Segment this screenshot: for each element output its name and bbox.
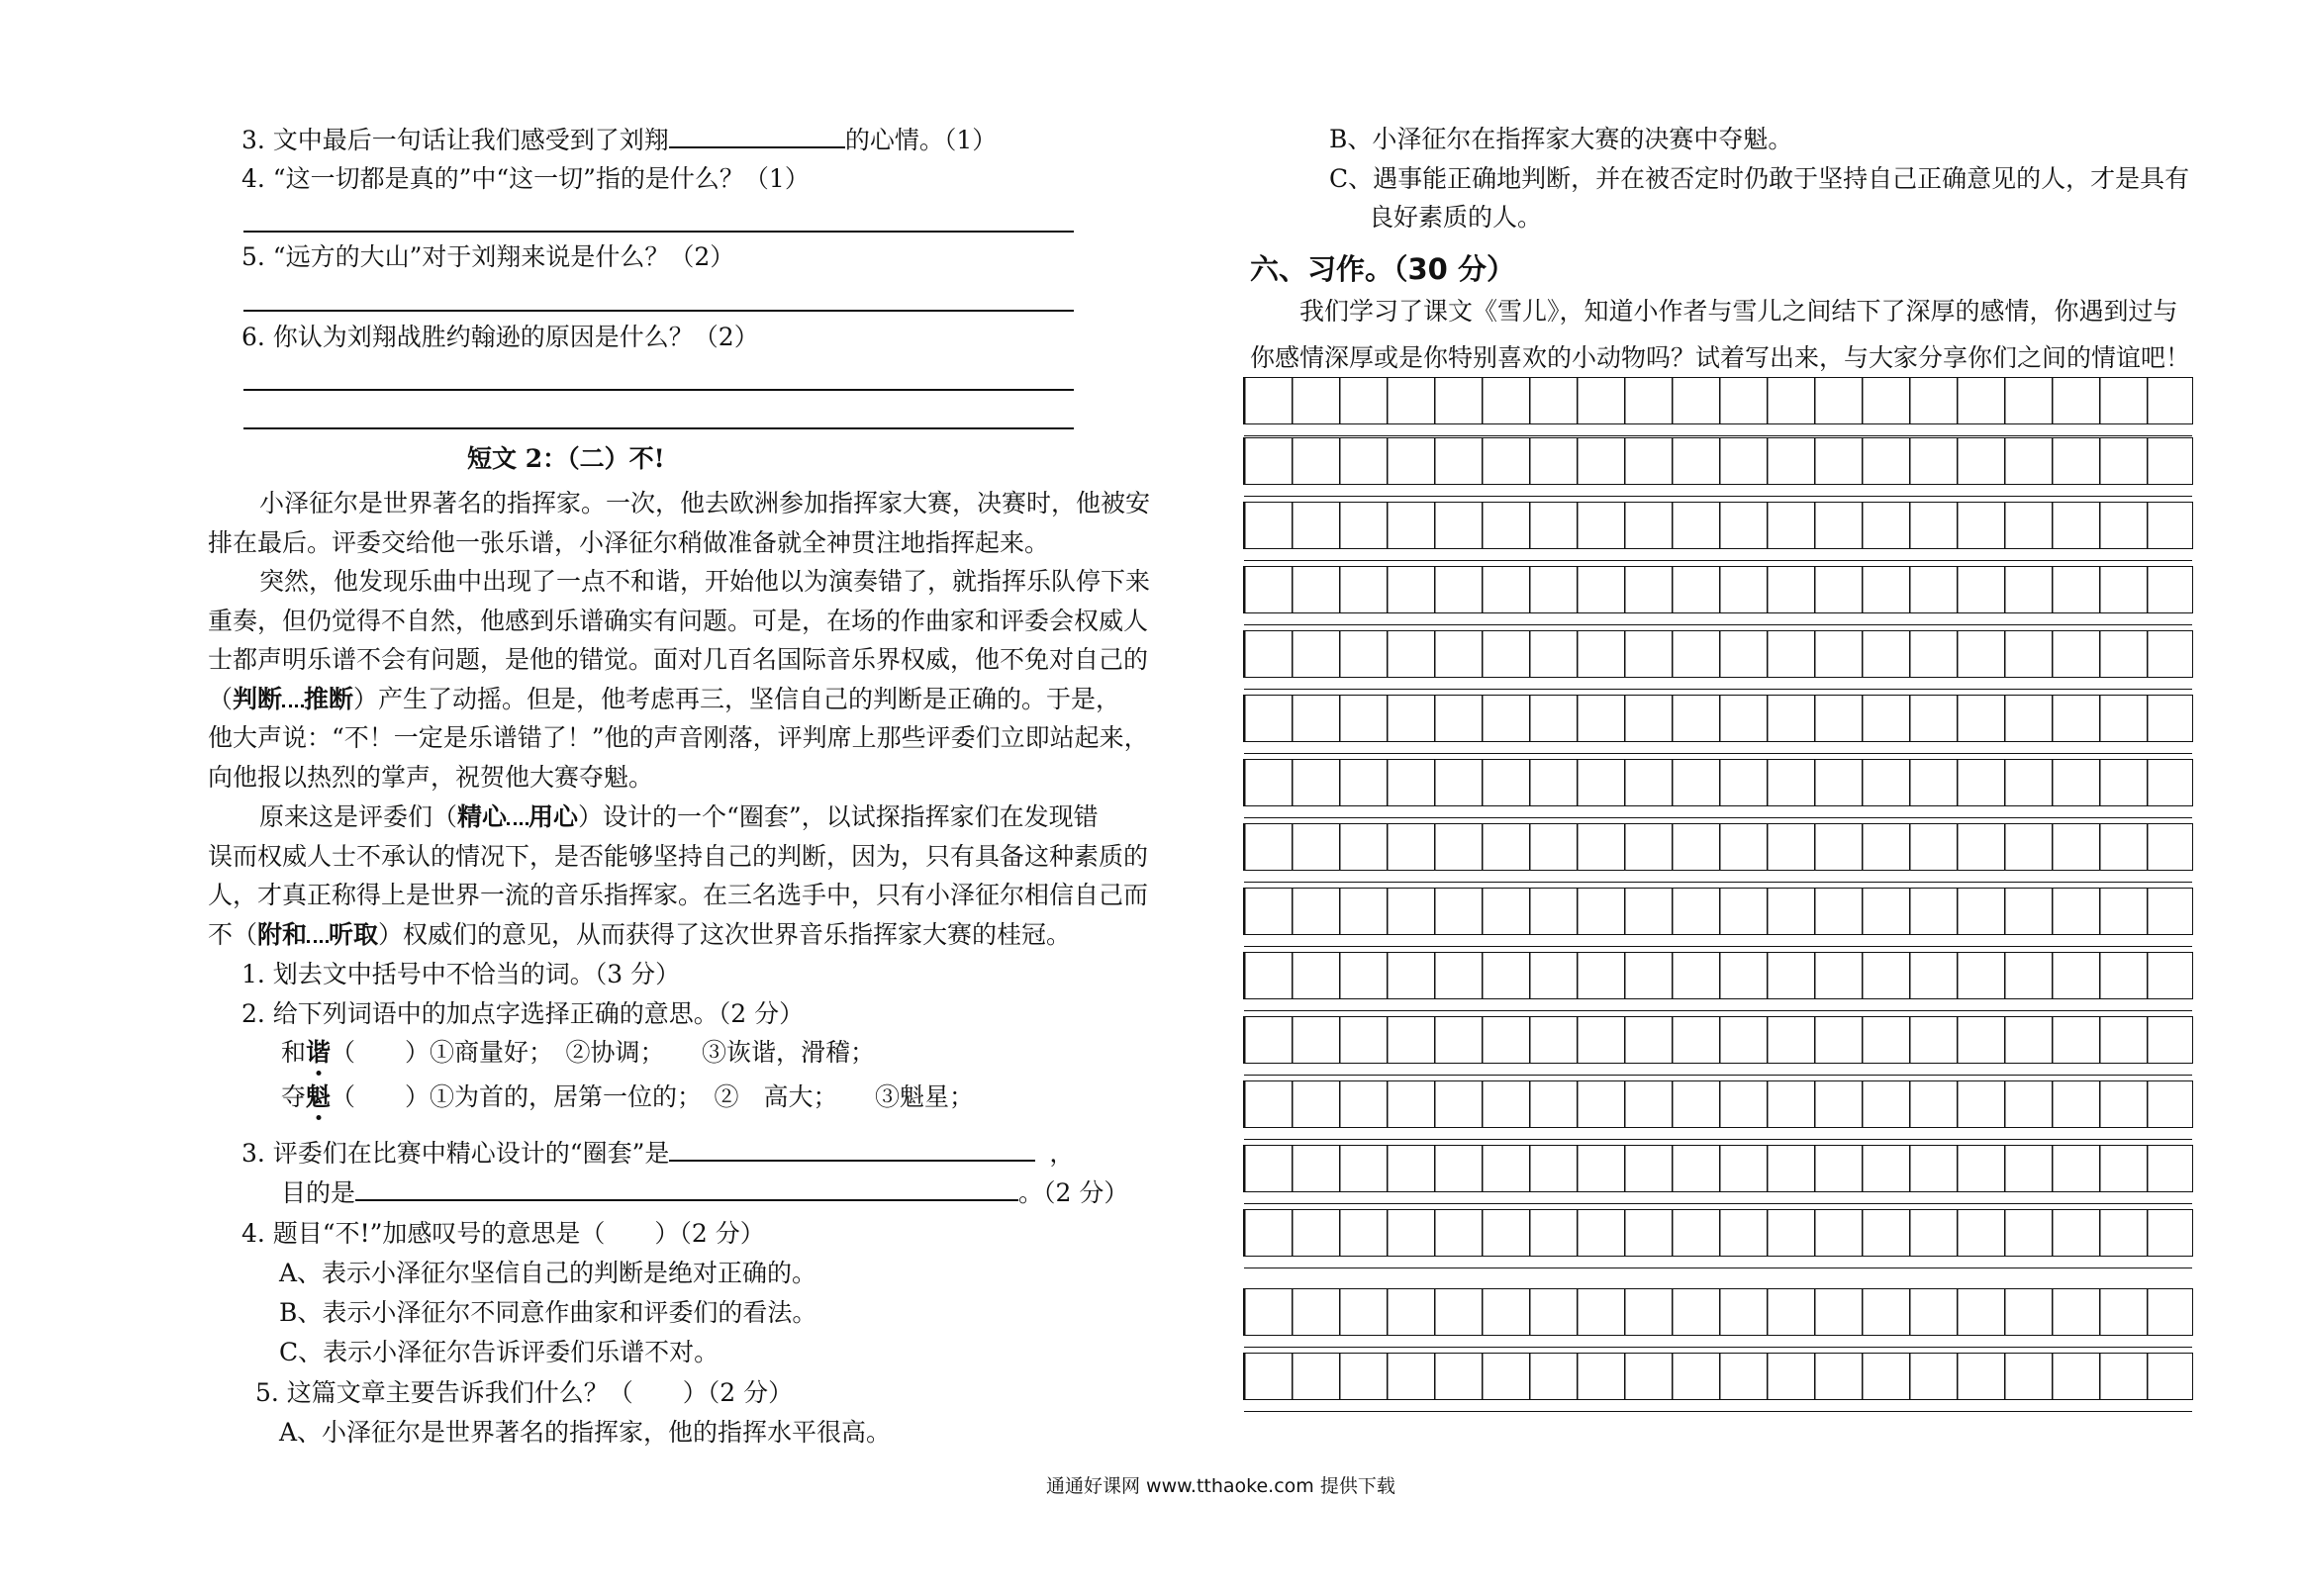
word-choice[interactable]: 推断 bbox=[304, 685, 354, 713]
question-3-text: 3. 文中最后一句话让我们感受到了刘翔 bbox=[241, 126, 669, 154]
word-choice[interactable]: 用心 bbox=[528, 802, 579, 831]
section-title: 六、习作。（30 分） bbox=[1250, 252, 1515, 286]
grid-row[interactable] bbox=[1243, 1353, 2193, 1400]
paragraph-line: 误而权威人士不承认的情况下，是否能够坚持自己的判断，因为，只有具备这种素质的 bbox=[208, 842, 1149, 871]
exercise-3-text: 3. 评委们在比赛中精心设计的“圈套”是 bbox=[241, 1139, 670, 1168]
answer-line[interactable] bbox=[243, 231, 1074, 233]
writing-prompt: 你感情深厚或是你特别喜欢的小动物吗？试着写出来，与大家分享你们之间的情谊吧！ bbox=[1250, 343, 2191, 372]
paragraph-line bbox=[259, 802, 1099, 832]
choices[interactable]: （ ）①为首的，居第一位的； ② 高大； ③魁星； bbox=[331, 1082, 975, 1111]
exercise-2: 2. 给下列词语中的加点字选择正确的意思。（2 分） bbox=[241, 999, 805, 1028]
separator bbox=[307, 940, 329, 943]
question-5: 5. “远方的大山”对于刘翔来说是什么？（2） bbox=[241, 242, 735, 271]
grid-row[interactable] bbox=[1243, 823, 2193, 871]
exercise-2-word-2 bbox=[281, 1082, 974, 1112]
grid-row[interactable] bbox=[1243, 695, 2193, 742]
paragraph-text: ）设计的一个“圈套”，以试探指挥家们在发现错 bbox=[578, 802, 1099, 831]
option-a[interactable]: A、小泽征尔是世界著名的指挥家，他的指挥水平很高。 bbox=[279, 1418, 892, 1447]
writing-prompt: 我们学习了课文《雪儿》，知道小作者与雪儿之间结下了深厚的感情，你遇到过与 bbox=[1299, 297, 2178, 326]
paragraph-line: 重奏，但仍觉得不自然，他感到乐谱确实有问题。可是，在场的作曲家和评委会权威人 bbox=[208, 607, 1149, 635]
option-b[interactable]: B、小泽征尔在指挥家大赛的决赛中夺魁。 bbox=[1329, 125, 1793, 153]
option-c-continued: 良好素质的人。 bbox=[1369, 203, 1543, 232]
paragraph-text: ）产生了动摇。但是，他考虑再三，坚信自己的判断是正确的。于是， bbox=[353, 685, 1121, 713]
paragraph-line: 突然，他发现乐曲中出现了一点不和谐，开始他以为演奏错了，就指挥乐队停下来 bbox=[259, 567, 1151, 596]
paragraph-line: 向他报以热烈的掌声，祝贺他大赛夺魁。 bbox=[208, 763, 654, 792]
paragraph-line: 他大声说：“不！一定是乐谱错了！”他的声音刚落，评判席上那些评委们立即站起来， bbox=[208, 723, 1149, 752]
exercise-3-text: 目的是 bbox=[281, 1178, 356, 1207]
grid-row[interactable] bbox=[1243, 952, 2193, 999]
question-3-tail: 的心情。（1） bbox=[844, 126, 998, 154]
punctuation: ， bbox=[1049, 1139, 1075, 1168]
word-char: 夺 bbox=[281, 1082, 307, 1111]
grid-row[interactable] bbox=[1243, 888, 2193, 935]
paragraph-text: ）权威们的意见，从而获得了这次世界音乐指挥家大赛的桂冠。 bbox=[378, 920, 1072, 949]
question-3 bbox=[241, 125, 997, 155]
dotted-char: 魁 bbox=[306, 1082, 332, 1111]
option-c[interactable]: C、遇事能正确地判断，并在被否定时仍敢于坚持自己正确意见的人，才是具有 bbox=[1329, 164, 2190, 193]
word-char: 和 bbox=[281, 1038, 307, 1067]
answer-blank[interactable] bbox=[355, 1177, 1018, 1201]
exercise-5: 5. 这篇文章主要告诉我们什么？（ ）（2 分） bbox=[255, 1378, 794, 1407]
word-choice[interactable]: 听取 bbox=[329, 920, 379, 949]
exercise-4: 4. 题目“不!”加感叹号的意思是（ ）（2 分） bbox=[241, 1219, 765, 1248]
paragraph-line bbox=[208, 685, 1120, 714]
exercise-3 bbox=[241, 1138, 1074, 1169]
word-choice[interactable]: 判断 bbox=[233, 685, 283, 713]
exercise-1: 1. 划去文中括号中不恰当的词。（3 分） bbox=[241, 960, 681, 988]
question-6: 6. 你认为刘翔战胜约翰逊的原因是什么？（2） bbox=[241, 323, 759, 351]
grid-row[interactable] bbox=[1243, 1209, 2193, 1257]
dotted-char: 谐 bbox=[306, 1038, 332, 1067]
paragraph-line: 排在最后。评委交给他一张乐谱，小泽征尔稍做准备就全神贯注地指挥起来。 bbox=[208, 528, 1050, 557]
grid-row[interactable] bbox=[1243, 1145, 2193, 1192]
paragraph-line: 人，才真正称得上是世界一流的音乐指挥家。在三名选手中，只有小泽征尔相信自己而 bbox=[208, 881, 1149, 909]
paragraph-line: 士都声明乐谱不会有问题，是他的错觉。面对几百名国际音乐界权威，他不免对自己的 bbox=[208, 645, 1149, 674]
option-b[interactable]: B、表示小泽征尔不同意作曲家和评委们的看法。 bbox=[279, 1298, 817, 1327]
separator bbox=[507, 822, 528, 825]
grid-row[interactable] bbox=[1243, 502, 2193, 549]
grid-row[interactable] bbox=[1243, 437, 2193, 485]
answer-blank[interactable] bbox=[669, 1138, 1035, 1162]
answer-line[interactable] bbox=[243, 427, 1074, 429]
score: 。（2 分） bbox=[1018, 1178, 1129, 1207]
grid-row[interactable] bbox=[1243, 1080, 2193, 1128]
grid-row[interactable] bbox=[1243, 1016, 2193, 1064]
word-choice[interactable]: 附和 bbox=[257, 920, 308, 949]
passage-title: 短文 2：（二）不! bbox=[467, 444, 665, 473]
choices[interactable]: （ ）①商量好； ②协调； ③诙谐，滑稽； bbox=[331, 1038, 876, 1067]
answer-line[interactable] bbox=[243, 310, 1074, 312]
grid-row[interactable] bbox=[1243, 566, 2193, 613]
paragraph-text: 不（ bbox=[208, 920, 258, 949]
paragraph-text: 原来这是评委们（ bbox=[259, 802, 458, 831]
paragraph-line bbox=[208, 920, 1071, 950]
exercise-3-purpose bbox=[281, 1177, 1128, 1208]
grid-row[interactable] bbox=[1243, 377, 2193, 424]
grid-row[interactable] bbox=[1243, 630, 2193, 678]
option-c[interactable]: C、表示小泽征尔告诉评委们乐谱不对。 bbox=[279, 1338, 720, 1366]
bracket-open: （ bbox=[208, 685, 234, 713]
answer-line[interactable] bbox=[243, 389, 1074, 391]
exercise-2-word-1 bbox=[281, 1038, 875, 1068]
answer-blank[interactable] bbox=[669, 125, 845, 148]
word-choice[interactable]: 精心 bbox=[457, 802, 508, 831]
grid-row[interactable] bbox=[1243, 759, 2193, 806]
footer-text: 通通好课网 www.tthaoke.com 提供下载 bbox=[1046, 1475, 1395, 1497]
question-4: 4. “这一切都是真的”中“这一切”指的是什么？（1） bbox=[241, 164, 810, 193]
separator bbox=[282, 704, 304, 707]
paragraph-line: 小泽征尔是世界著名的指挥家。一次，他去欧洲参加指挥家大赛，决赛时，他被安 bbox=[259, 489, 1151, 517]
option-a[interactable]: A、表示小泽征尔坚信自己的判断是绝对正确的。 bbox=[279, 1259, 817, 1287]
grid-row[interactable] bbox=[1243, 1288, 2193, 1336]
